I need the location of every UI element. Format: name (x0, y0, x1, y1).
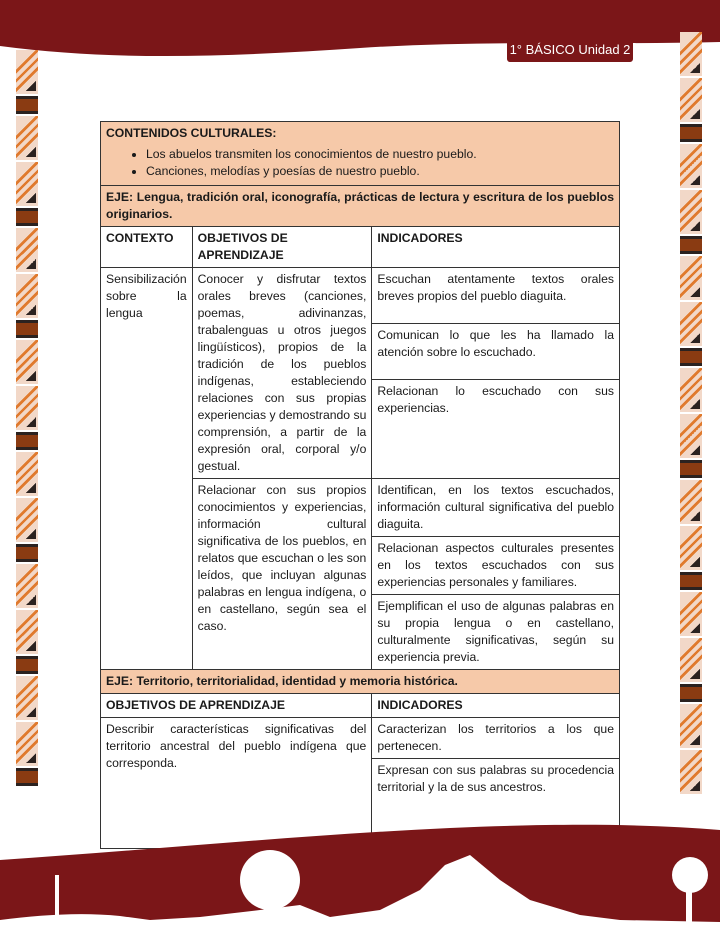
eje1-row (101, 268, 620, 324)
cultural-bullet: • Los abuelos transmiten los conocimientos de nuestro pueblo. (146, 146, 614, 163)
objetivo-cell: Relacionar con sus propios conocimientos y experiencias, información cultural significativa de los pueblos, en relatos que escuchan o les son leídos, que incluyan algunas palabras en lengua indígena, o en castellano, según sea el caso. (192, 479, 372, 670)
eje2-header-row (101, 694, 620, 718)
header-indicadores-2: INDICADORES (372, 694, 620, 718)
header-objetivos: OBJETIVOS DE APRENDIZAJE (192, 227, 372, 268)
indicador-cell: Escuchan atentamente textos orales breves propios del pueblo diaguita. (372, 268, 620, 324)
eje1-header-row (101, 227, 620, 268)
indicador-cell: Caracterizan los territorios a los que pertenecen. (372, 718, 620, 759)
cultural-bullet-list (106, 146, 614, 180)
indicador-cell: Identifican, en los textos escuchados, información cultural significativa del pueblo diaguita. (372, 479, 620, 537)
left-decorative-border (16, 50, 38, 830)
contexto-cell: Sensibilización sobre la lengua (101, 268, 193, 670)
cultural-content-row (101, 122, 620, 186)
header-objetivos-2: OBJETIVOS DE APRENDIZAJE (101, 694, 372, 718)
eje1-title-row (101, 186, 620, 227)
eje1-title: EJE: Lengua, tradición oral, iconografía, prácticas de lectura y escritura de los pueblos originarios. (101, 186, 620, 227)
indicador-cell: Relacionan lo escuchado con sus experiencias. (372, 380, 620, 479)
header-contexto: CONTEXTO (101, 227, 193, 268)
indicador-cell: Expresan con sus palabras su procedencia territorial y la de sus ancestros. (372, 759, 620, 849)
cultural-title: CONTENIDOS CULTURALES: (106, 126, 277, 140)
footer-landscape-banner (0, 820, 720, 932)
right-decorative-border (680, 32, 702, 822)
header-indicadores: INDICADORES (372, 227, 620, 268)
indicador-cell: Ejemplifican el uso de algunas palabras en su propia lengua o en castellano, culturalmente significativas, según su experiencia previa. (372, 595, 620, 670)
eje2-title-row (101, 670, 620, 694)
cultural-bullet: • Canciones, melodías y poesías de nuestro pueblo. (146, 163, 614, 180)
objetivo-cell: Conocer y disfrutar textos orales breves (canciones, poemas, adivinanzas, trabalenguas u otros juegos lingüísticos), propios de la tradición de los pueblos indígenas, estableciendo relaciones con sus propias experiencias y demostrando su comprensión, a partir de la expresión oral, corporal y/o gestual. (192, 268, 372, 479)
curriculum-table (100, 121, 620, 849)
unit-badge: 1° BÁSICO Unidad 2 (507, 38, 633, 62)
eje2-title: EJE: Territorio, territorialidad, identidad y memoria histórica. (101, 670, 620, 694)
indicador-cell: Relacionan aspectos culturales presentes en los textos escuchados con sus experiencias personales y familiares. (372, 537, 620, 595)
objetivo-cell-2: Describir características significativas del territorio ancestral del pueblo indígena que corresponda. (101, 718, 372, 849)
indicador-cell: Comunican lo que les ha llamado la atención sobre lo escuchado. (372, 324, 620, 380)
